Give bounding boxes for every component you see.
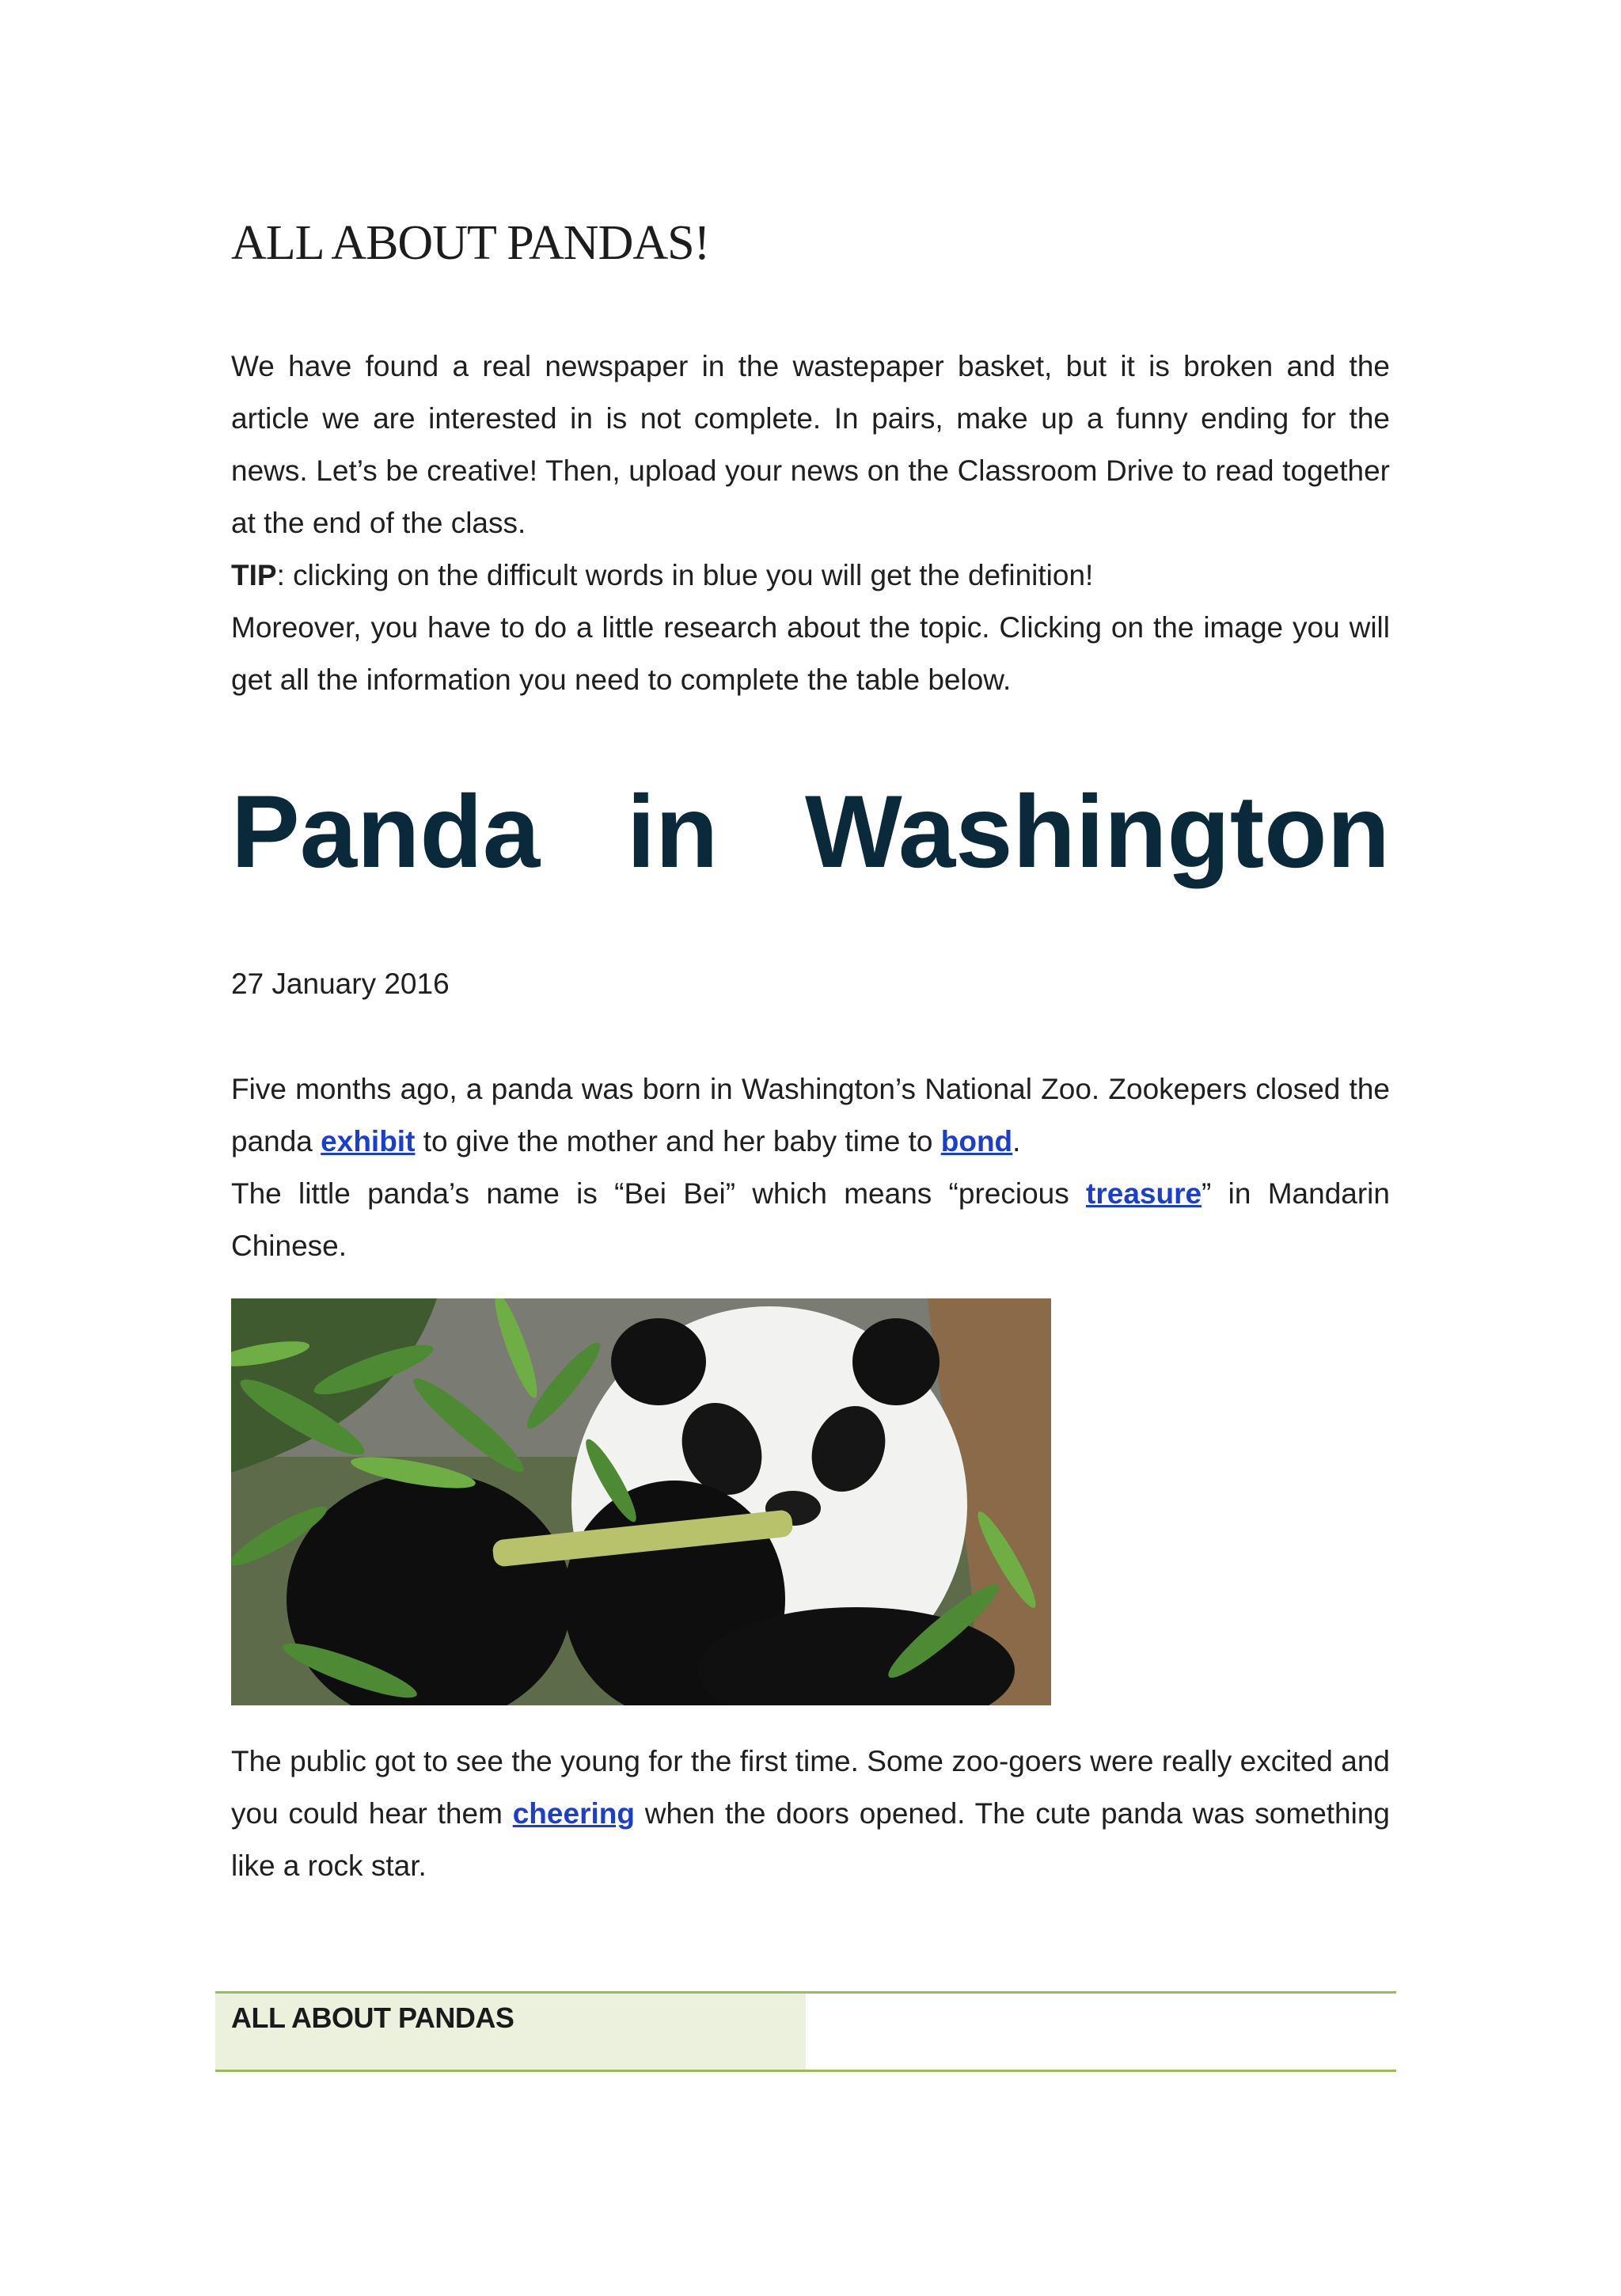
article-paragraph-1: [231, 1063, 1390, 1168]
info-table: [215, 1991, 1396, 2072]
page-title: ALL ABOUT PANDAS!: [231, 216, 710, 270]
instructions: [231, 340, 1390, 706]
instructions-paragraph: We have found a real newspaper in the wastepaper basket, but it is broken and the article we are interested in is not complete. In pairs, make up a funny ending for the news. Let’s be creative! Then, upload your news on the Classroom Drive to read together at the end of the class.: [231, 350, 1390, 539]
article-paragraph-2: [231, 1168, 1390, 1272]
article-date: 27 January 2016: [231, 967, 450, 1000]
headline-word-1: Panda: [231, 774, 541, 889]
definition-link-treasure[interactable]: treasure: [1086, 1177, 1202, 1210]
text-run: ” in Mandarin Chinese.: [231, 1177, 1390, 1262]
text-run: Five months ago, a panda was born in Washington’s National Zoo. Zookepers closed the panda: [231, 1073, 1390, 1158]
research-paragraph: Moreover, you have to do a little research about the topic. Clicking on the image you will get all the information you need to complete the table below.: [231, 611, 1390, 696]
article-body-top: [231, 1063, 1390, 1272]
text-run: .: [1012, 1125, 1021, 1158]
tip-text: : clicking on the difficult words in blue you will get the definition!: [276, 559, 1094, 591]
text-run: when the doors opened. The cute panda was something like a rock star.: [231, 1797, 1390, 1882]
table-header-cell: ALL ABOUT PANDAS: [215, 1994, 806, 2070]
article-body-bottom: [231, 1735, 1390, 1892]
definition-link-exhibit[interactable]: exhibit: [321, 1125, 416, 1158]
tip-label: TIP: [231, 559, 277, 591]
panda-photo-link[interactable]: [231, 1298, 1051, 1705]
definition-link-bond[interactable]: bond: [940, 1125, 1013, 1158]
table-answer-cell[interactable]: [806, 1994, 1396, 2070]
text-run: The public got to see the young for the first time. Some zoo-goers were really excited and you could hear them: [231, 1745, 1390, 1830]
headline-word-3: Washington: [805, 774, 1390, 889]
panda-photo: [231, 1298, 1051, 1705]
article-paragraph-3: [231, 1735, 1390, 1892]
headline-word-2: in: [626, 774, 719, 889]
text-run: to give the mother and her baby time to: [415, 1125, 941, 1158]
tip-line: [231, 549, 1390, 602]
definition-link-cheering[interactable]: cheering: [512, 1797, 635, 1830]
article-headline: [231, 772, 1390, 891]
text-run: The little panda’s name is “Bei Bei” which means “precious: [231, 1177, 1087, 1210]
